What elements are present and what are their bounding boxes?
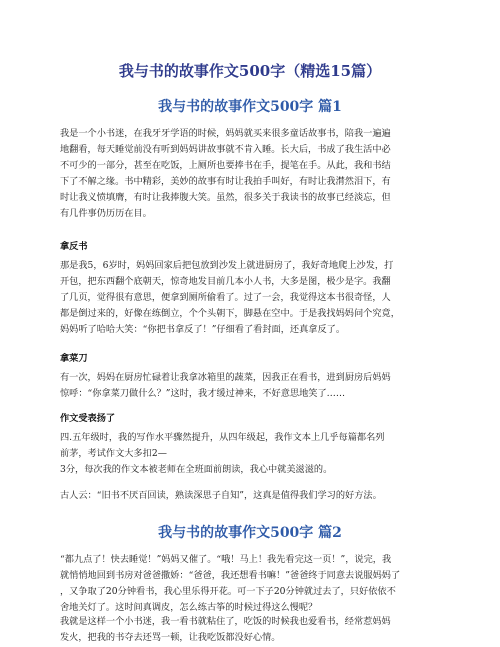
- article1-paragraph-3: [60, 370, 440, 402]
- text-line: 开包，把东西翻个底朝天，惊奇地发目前几本小人书，大多是图，极少是字。我翻: [60, 276, 391, 287]
- text-line: “都九点了！快去睡觉！”妈妈又催了。“哦！马上！我先看完这一页！”，说完，我: [60, 554, 392, 565]
- article2-paragraph-2: [60, 614, 440, 646]
- article2-paragraph-1: [60, 552, 440, 616]
- text-line: 都是倒过来的，好像在练倒立，个个头朝下，脚悬在空中。于是我找妈妈问个究竟，: [60, 308, 400, 319]
- document-title: 我与书的故事作文500字（精选15篇）: [118, 62, 382, 80]
- text-line: 前茅，考试作文大多扣2—: [60, 448, 167, 459]
- text-line: 不可少的一部分，甚至在吃饭，上厕所也要捧书在手，提笔在手。从此，我和书结: [60, 160, 391, 171]
- text-line: 妈妈听了哈哈大笑：“你把书拿反了！”仔细看了看封面，还真拿反了。: [60, 324, 346, 335]
- text-line: 四.五年级时，我的写作水平骤然提升，从四年级起，我作文本上几乎每篇都名列: [60, 432, 385, 443]
- text-line: 时让我义愤填膺，有时让我捧腹大笑。虽然，很多关于我读书的故事已经淡忘，但: [60, 192, 391, 203]
- text-line: 我就是这样一个小书迷，我一看书就粘住了，吃饭的时候我也爱看书，经常惹妈妈: [60, 616, 391, 627]
- text-line: 下了不解之缘。书中精彩，美妙的故事有时让我拍手叫好，有时让我潸然泪下，有: [60, 176, 391, 187]
- text-line: 惊呼：“你拿菜刀做什么？”这时，我才缓过神来，不好意思地笑了……: [60, 388, 346, 399]
- text-line: 古人云：“旧书不厌百回读，熟读深思子自知”，这真是值得我们学习的好方法。: [60, 490, 382, 501]
- text-line: 有几件事仍历历在目。: [60, 208, 152, 219]
- article1-paragraph-4: [60, 430, 440, 478]
- article1-title: 我与书的故事作文500字 篇1: [158, 99, 342, 115]
- subheading-kitchen-knife: 拿菜刀: [60, 353, 88, 364]
- article1-paragraph-1: [60, 126, 440, 222]
- text-line: 地翻看，每天睡觉前没有听到妈妈讲故事就不肯入睡。长大后，书成了我生活中必: [60, 144, 391, 155]
- text-line: 我是一个小书迷，在我牙牙学语的时候，妈妈就买来很多童话故事书，陪我一遍遍: [60, 128, 391, 139]
- text-line: 舍地关灯了。这时间真调皮，怎么练古筝的时候过得这么慢呢？: [60, 602, 318, 613]
- text-line: 发火，把我的书夺去还骂一顿，让我吃饭都没好心情。: [60, 632, 281, 643]
- text-line: 那是我5，6岁时，妈妈回家后把包放到沙发上就进厨房了，我好奇地爬上沙发，打: [60, 260, 394, 271]
- text-line: 有一次，妈妈在厨房忙碌着让我拿冰箱里的蔬菜，因我正在看书，进到厨房后妈妈: [60, 372, 391, 383]
- subheading-reverse-book: 拿反书: [60, 241, 88, 252]
- article1-paragraph-5: [60, 488, 440, 504]
- article2-title: 我与书的故事作文500字 篇2: [158, 525, 342, 541]
- article1-paragraph-2: [60, 258, 440, 338]
- text-line: 就悄悄地回到书房对爸爸撒娇：“爸爸，我还想看书嘛！”爸爸终于同意去说服妈妈了: [60, 570, 401, 581]
- text-line: 了几页，觉得很有意思，便拿到厕所偷看了。过了一会，我觉得这本书很奇怪，人: [60, 292, 391, 303]
- text-line: 3分，每次我的作文本被老师在全班面前朗读，我心中就美滋滋的。: [60, 464, 333, 475]
- text-line: ，又争取了20分钟看书，我心里乐得开花。可一下子20分钟就过去了，只好依依不: [60, 586, 396, 597]
- subheading-praised-essay: 作文受表扬了: [60, 413, 116, 424]
